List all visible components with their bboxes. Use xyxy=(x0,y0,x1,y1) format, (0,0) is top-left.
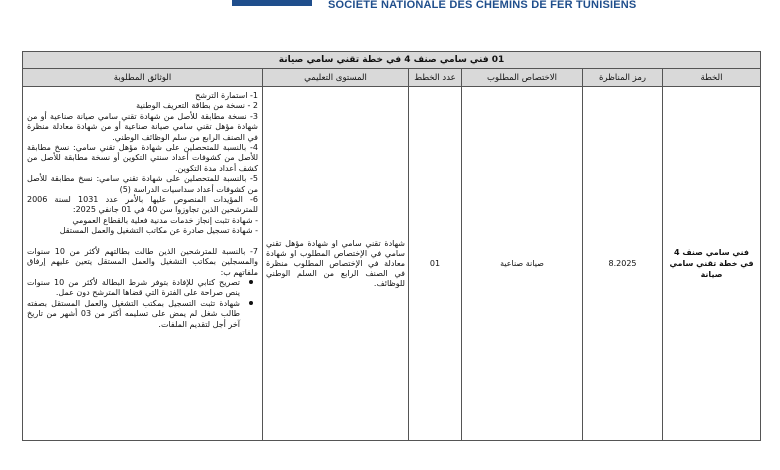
plan-cell: فني سامي صنف 4 في خطة تقني سامي صيانة xyxy=(663,87,761,441)
doc-line-item7: 7- بالنسبة للمترشحين الذين طالت بطالتهم لأكثر من 10 سنوات والمسجلين بمكاتب التشغيل والعمل المستقل يتعين عليهم إرفاق ملفاتهم ب: xyxy=(27,246,259,277)
doc-line: - شهادة تثبت إنجاز خدمات مدنية فعلية بالقطاع العمومي xyxy=(72,215,258,225)
count-cell: 01 xyxy=(409,87,462,441)
doc-line: 6- المؤيدات المنصوص عليها بالأمر عدد 1031 لسنة 2006 للمترشحين الذين تجاوزوا سن 40 في 01 جانفي 2025: xyxy=(27,195,258,215)
column-header-documents: الوثائق المطلوبة xyxy=(23,69,263,87)
education-cell xyxy=(263,87,409,441)
specialty-cell: صيانة صناعية xyxy=(462,87,583,441)
education-text: شهادة تقني سامي او شهادة مؤهل تقني سامي في الإختصاص المطلوب او شهادة معادلة في الإختصاص المطلوب منظرة في الصنف الرابع من السلم الوطني للوظائف. xyxy=(266,238,405,288)
column-header-education: المستوى التعليمي xyxy=(263,69,409,87)
bullet-icon xyxy=(249,301,253,305)
company-logo xyxy=(232,0,312,6)
doc-bullet xyxy=(27,278,258,299)
recruitment-table xyxy=(22,51,761,441)
doc-bullet-text: شهادة تثبت التسجيل بمكتب التشغيل والعمل المستقل بصفته طالب شغل لم يمض على تسليمه أكثر من 03 أشهر من تاريخ آخر أجل لتقديم الملفات. xyxy=(27,298,240,329)
company-name: SOCIETE NATIONALE DES CHEMINS DE FER TUNISIENS xyxy=(328,0,637,11)
doc-line: 4- بالنسبة للمتحصلين على شهادة مؤهل تقني سامي: نسخ مطابقة للأصل من كشوفات أعداد سنتي التكوين أو نسخة مطابقة للأصل من كشف أعداد مدة التكوين. xyxy=(27,143,258,173)
documents-cell xyxy=(23,87,263,441)
doc-line: 5- بالنسبة للمتحصلين على شهادة تقني سامي: نسخ مطابقة للأصل من كشوفات أعداد سداسيات الدراسة (5) xyxy=(27,174,258,194)
doc-bullet-text: تصريح كتابي للإفادة بتوفر شرط البطالة لأكثر من 10 سنوات ينص صراحة على الفترة التي قضاها المترشح دون عمل. xyxy=(27,277,241,298)
code-cell: 8.2025 xyxy=(583,87,663,441)
doc-line: 1- استمارة الترشح xyxy=(195,91,258,100)
column-header-count: عدد الخطط xyxy=(409,69,462,87)
table-title: 01 فني سامي صنف 4 في خطة تقني سامي صيانة xyxy=(23,52,761,69)
column-header-specialty: الاختصاص المطلوب xyxy=(462,69,583,87)
doc-line: 2 - نسخة من بطاقة التعريف الوطنية xyxy=(136,101,258,111)
doc-bullet xyxy=(27,299,258,330)
column-header-plan: الخطة xyxy=(663,69,761,87)
doc-line: 3- نسخة مطابقة للأصل من شهادة تقني سامي صيانة صناعية أو من شهادة مؤهل تقني سامي صيانة صناعية أو من شهادة معادلة منظرة في الصنف الرابع من سلم الوظائف الوطني. xyxy=(27,111,258,142)
table-row xyxy=(23,87,761,441)
doc-line: - شهادة تسجيل صادرة عن مكاتب التشغيل والعمل المستقل xyxy=(59,226,258,236)
column-header-code: رمز المناظرة xyxy=(583,69,663,87)
bullet-icon xyxy=(249,280,253,284)
